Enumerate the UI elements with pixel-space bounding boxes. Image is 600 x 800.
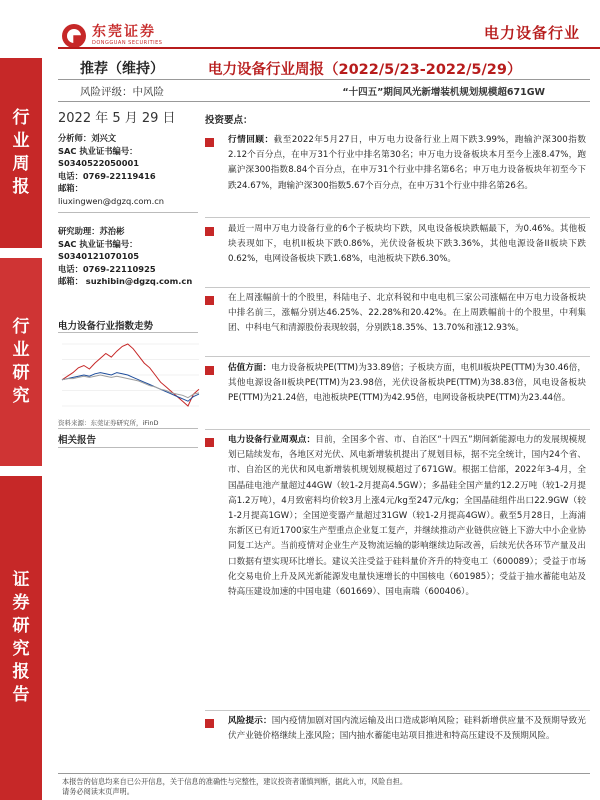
analyst-info: 分析师：刘兴文 SAC 执业证书编号： S0340522050001 电话：0769-22119416 邮箱： liuxingwen@dgzq.com.cn xyxy=(58,133,165,206)
sub-sector-paragraph: 最近一周申万电力设备行业的6个子板块均下跌，风电设备板块跌幅最下，为0.46%。其他板块表现如下，电机II板块下跌0.86%，光伏设备板块下跌3.36%，其他电源设备II板块下跌0.62%，电网设备板块下跌1.68%，电池板块下跌6.30%。 xyxy=(228,224,586,265)
bullet-icon xyxy=(205,138,214,147)
header-divider xyxy=(58,47,600,49)
footer-divider xyxy=(58,773,590,774)
bullet-icon xyxy=(205,719,214,728)
bullet-icon xyxy=(205,366,214,375)
footer-disclaimer: 本报告的信息均来自已公开信息，关于信息的准确性与完整性，建议投资者谨慎判断，据此入市，风险自担。 请务必阅读末页声明。 xyxy=(62,777,408,796)
chart-title: 电力设备行业指数走势 xyxy=(58,321,154,332)
logo-mark-icon xyxy=(62,24,86,48)
section-divider xyxy=(205,429,590,430)
research-assistant-info: 研究助理：苏治彬 SAC 执业证书编号： S0340121070105 电话：0769-22110925 邮箱： suzhibin@dgzq.com.cn xyxy=(58,226,193,286)
company-logo xyxy=(62,24,162,48)
key-points-heading: 投资要点： xyxy=(205,115,253,126)
chart-title-divider xyxy=(58,332,198,333)
rating: 推荐（维持） xyxy=(80,61,164,77)
chart-source: 资料来源：东莞证券研究所，iFinD xyxy=(58,419,159,427)
section-divider xyxy=(205,217,590,218)
industry-tag: 电力设备行业 xyxy=(483,24,580,42)
weekly-view-paragraph: 电力设备行业周观点：目前，全国多个省、市、自治区“十四五”期间新能源电力的发展规模规划已陆续发布，各地区对光伏、风电新增装机提出了规划目标，据不完全统计，国内24个省、市、自治区的光伏和风电新增装机规划规模超过了671GW。根据工信部，2022年3-4月，全国晶硅电池产量超过44GW（较1-2月提高4.5GW）；多晶硅全国产量约12.2万吨（较1-2月提高1.2万吨），4月致密料均价较3月上涨4元/kg至247元/kg；全国晶硅组件出口22.9GW（较1-2月提高1GW）；全国逆变器产量超过31GW（较1-2月提高4GW）。截至5月28日，上海浦东新区已有近1700家生产型重点企业复工复产，并继续推动产业链供应链上下游大中小企业协同复工达产。当前疫情对企业生产及物流运输的影响继续边际改善，后续光伏各环节产量及出口数据有望实现环比增长。建议关注受益于硅料量价齐升的特变电工（600089）；受益于市场化交易电价上升及风光新能源发电量快速增长的中国核电（601985）；受益于抽水蓄能电站及特高压建设加速的中国电建（601669）、国电南瑞（600406）。 xyxy=(228,435,586,598)
section-divider xyxy=(205,287,590,288)
risk-warning-paragraph: 风险提示：国内疫情加剧对国内流运输及出口造成影响风险；硅料新增供应量不及预期导致光伏产业链价格继续上涨风险；国内抽水蓄能电站项目推进和特高压建设不及预期风险。 xyxy=(228,716,586,742)
chart-series-line-2 xyxy=(62,375,199,398)
source-divider xyxy=(58,428,198,429)
section-divider xyxy=(205,356,590,357)
related-divider xyxy=(58,447,198,448)
market-review-paragraph: 行情回顾：截至2022年5月27日，申万电力设备行业上周下跌3.99%，跑输沪深300指数2.12个百分点，在申万31个行业中排名第30名；申万电力设备板块本月至今上涨8.47%，跑赢沪深300指数8.84个百分点，在申万31个行业中排名第6名；申万电力设备板块年初至今下跌24.67%，跑输沪深300指数5.67个百分点，在申万31个行业中排名第26名。 xyxy=(228,135,586,191)
top-stocks-paragraph: 在上周涨幅前十的个股里，科陆电子、北京科锐和中电电机三家公司涨幅在申万电力设备板块中排名前三，涨幅分别达46.25%、22.28%和20.42%。在上周跌幅前十的个股里，中利集团、中科电气和清源股份表现较弱，分别跌18.35%、13.70%和涨12.93%。 xyxy=(228,293,586,334)
bullet-icon xyxy=(205,438,214,447)
related-reports-heading: 相关报告 xyxy=(58,435,97,446)
section-divider xyxy=(205,710,590,711)
sidebar-research-type: 行业研究 xyxy=(0,258,42,466)
report-title: 电力设备行业周报（2022/5/23-2022/5/29） xyxy=(208,62,522,78)
analyst-divider xyxy=(58,212,198,213)
report-date: 2022 年 5 月 29 日 xyxy=(58,111,176,126)
title-divider xyxy=(58,79,590,80)
sidebar-report-category: 证券研究报告 xyxy=(0,476,42,800)
risk-rating: 风险评级：中风险 xyxy=(80,86,164,98)
bullet-icon xyxy=(205,296,214,305)
logo-name: 东莞证券 xyxy=(92,24,156,40)
report-subtitle: “十四五”期间风光新增装机规划规模超671GW xyxy=(342,87,545,98)
valuation-paragraph: 估值方面：电力设备板块PE(TTM)为33.89倍；子板块方面，电机II板块PE(TTM)为30.46倍，其他电源设备II板块PE(TTM)为23.98倍，光伏设备板块PE(TTM)为38.83倍，风电设备板块PE(TTM)为21.24倍，电池板块PE(TTM)为42.95倍，电网设备板块PE(TTM)为23.44倍。 xyxy=(228,363,586,404)
logo-english-name: DONGGUAN SECURITIES xyxy=(92,40,163,46)
index-trend-chart xyxy=(58,336,203,412)
sidebar-report-type: 行业周报 xyxy=(0,58,42,248)
bullet-icon xyxy=(205,227,214,236)
subtitle-divider xyxy=(58,101,590,102)
